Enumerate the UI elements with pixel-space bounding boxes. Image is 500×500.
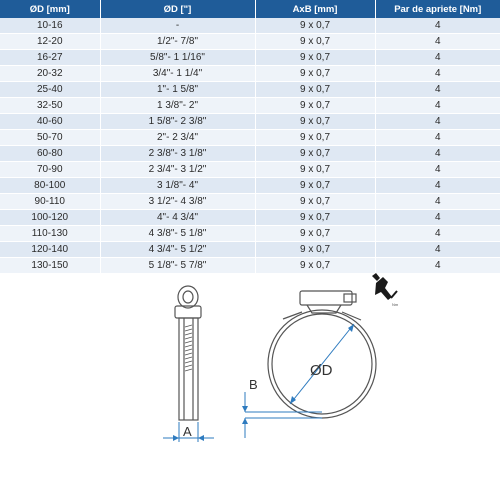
cell-diameter-inch: 1/2"- 7/8" (100, 34, 255, 50)
cell-diameter-mm: 130-150 (0, 258, 100, 274)
clamp-side-view (175, 286, 201, 420)
cell-diameter-inch: 3 1/8"- 4" (100, 178, 255, 194)
cell-diameter-mm: 32-50 (0, 98, 100, 114)
cell-torque: 4 (375, 34, 500, 50)
clamp-front-view (268, 291, 376, 418)
table-row (0, 82, 500, 98)
cell-diameter-mm: 20-32 (0, 66, 100, 82)
cell-band-size: 9 x 0,7 (255, 242, 375, 258)
cell-diameter-mm: 50-70 (0, 130, 100, 146)
cell-diameter-inch: 2"- 2 3/4" (100, 130, 255, 146)
table-row (0, 34, 500, 50)
cell-band-size: 9 x 0,7 (255, 178, 375, 194)
label-a: A (183, 424, 192, 439)
table-body (0, 18, 500, 274)
header-diameter-inch: ØD ["] (100, 0, 255, 18)
table-row (0, 146, 500, 162)
header-torque: Par de apriete [Nm] (375, 0, 500, 18)
cell-torque: 4 (375, 258, 500, 274)
table-row (0, 18, 500, 34)
cell-torque: 4 (375, 146, 500, 162)
cell-diameter-mm: 100-120 (0, 210, 100, 226)
table-row (0, 130, 500, 146)
cell-torque: 4 (375, 178, 500, 194)
cell-diameter-mm: 110-130 (0, 226, 100, 242)
cell-diameter-mm: 60-80 (0, 146, 100, 162)
cell-band-size: 9 x 0,7 (255, 98, 375, 114)
cell-diameter-inch: 2 3/4"- 3 1/2" (100, 162, 255, 178)
cell-torque: 4 (375, 210, 500, 226)
cell-diameter-mm: 10-16 (0, 18, 100, 34)
table-row (0, 194, 500, 210)
clamp-diagram (0, 270, 500, 500)
table-row (0, 98, 500, 114)
cell-diameter-inch: 4 3/8"- 5 1/8" (100, 226, 255, 242)
cell-diameter-mm: 40-60 (0, 114, 100, 130)
header-diameter-mm: ØD [mm] (0, 0, 100, 18)
cell-band-size: 9 x 0,7 (255, 258, 375, 274)
cell-torque: 4 (375, 50, 500, 66)
cell-diameter-inch: - (100, 18, 255, 34)
table-row (0, 66, 500, 82)
table-row (0, 50, 500, 66)
cell-band-size: 9 x 0,7 (255, 226, 375, 242)
cell-band-size: 9 x 0,7 (255, 114, 375, 130)
cell-torque: 4 (375, 114, 500, 130)
cell-torque: 4 (375, 82, 500, 98)
cell-torque: 4 (375, 130, 500, 146)
cell-torque: 4 (375, 226, 500, 242)
cell-diameter-mm: 120-140 (0, 242, 100, 258)
torque-wrench-icon (372, 273, 397, 300)
cell-diameter-inch: 3/4"- 1 1/4" (100, 66, 255, 82)
cell-band-size: 9 x 0,7 (255, 130, 375, 146)
cell-torque: 4 (375, 98, 500, 114)
tool-caption: Nm (392, 302, 399, 307)
cell-diameter-mm: 90-110 (0, 194, 100, 210)
cell-diameter-inch: 5/8"- 1 1/16" (100, 50, 255, 66)
cell-diameter-inch: 1 5/8"- 2 3/8" (100, 114, 255, 130)
cell-torque: 4 (375, 194, 500, 210)
label-b: B (249, 377, 258, 392)
cell-diameter-inch: 3 1/2"- 4 3/8" (100, 194, 255, 210)
cell-diameter-mm: 70-90 (0, 162, 100, 178)
header-band-size: AxB [mm] (255, 0, 375, 18)
cell-band-size: 9 x 0,7 (255, 210, 375, 226)
table-row (0, 178, 500, 194)
cell-band-size: 9 x 0,7 (255, 194, 375, 210)
cell-diameter-mm: 12-20 (0, 34, 100, 50)
header-row (0, 0, 500, 18)
cell-diameter-inch: 4"- 4 3/4" (100, 210, 255, 226)
table-row (0, 242, 500, 258)
table-row (0, 210, 500, 226)
cell-diameter-inch: 5 1/8"- 5 7/8" (100, 258, 255, 274)
cell-band-size: 9 x 0,7 (255, 34, 375, 50)
cell-diameter-inch: 4 3/4"- 5 1/2" (100, 242, 255, 258)
cell-diameter-mm: 16-27 (0, 50, 100, 66)
cell-band-size: 9 x 0,7 (255, 18, 375, 34)
table-row (0, 162, 500, 178)
cell-diameter-inch: 1 3/8"- 2" (100, 98, 255, 114)
cell-diameter-inch: 1"- 1 5/8" (100, 82, 255, 98)
cell-torque: 4 (375, 242, 500, 258)
cell-torque: 4 (375, 162, 500, 178)
dimension-b (242, 392, 322, 438)
table-row (0, 226, 500, 242)
cell-torque: 4 (375, 18, 500, 34)
cell-diameter-inch: 2 3/8"- 3 1/8" (100, 146, 255, 162)
cell-band-size: 9 x 0,7 (255, 82, 375, 98)
cell-diameter-mm: 25-40 (0, 82, 100, 98)
table-row (0, 114, 500, 130)
label-d: ØD (310, 362, 333, 379)
cell-band-size: 9 x 0,7 (255, 66, 375, 82)
cell-band-size: 9 x 0,7 (255, 50, 375, 66)
cell-torque: 4 (375, 66, 500, 82)
cell-band-size: 9 x 0,7 (255, 162, 375, 178)
cell-diameter-mm: 80-100 (0, 178, 100, 194)
cell-band-size: 9 x 0,7 (255, 146, 375, 162)
